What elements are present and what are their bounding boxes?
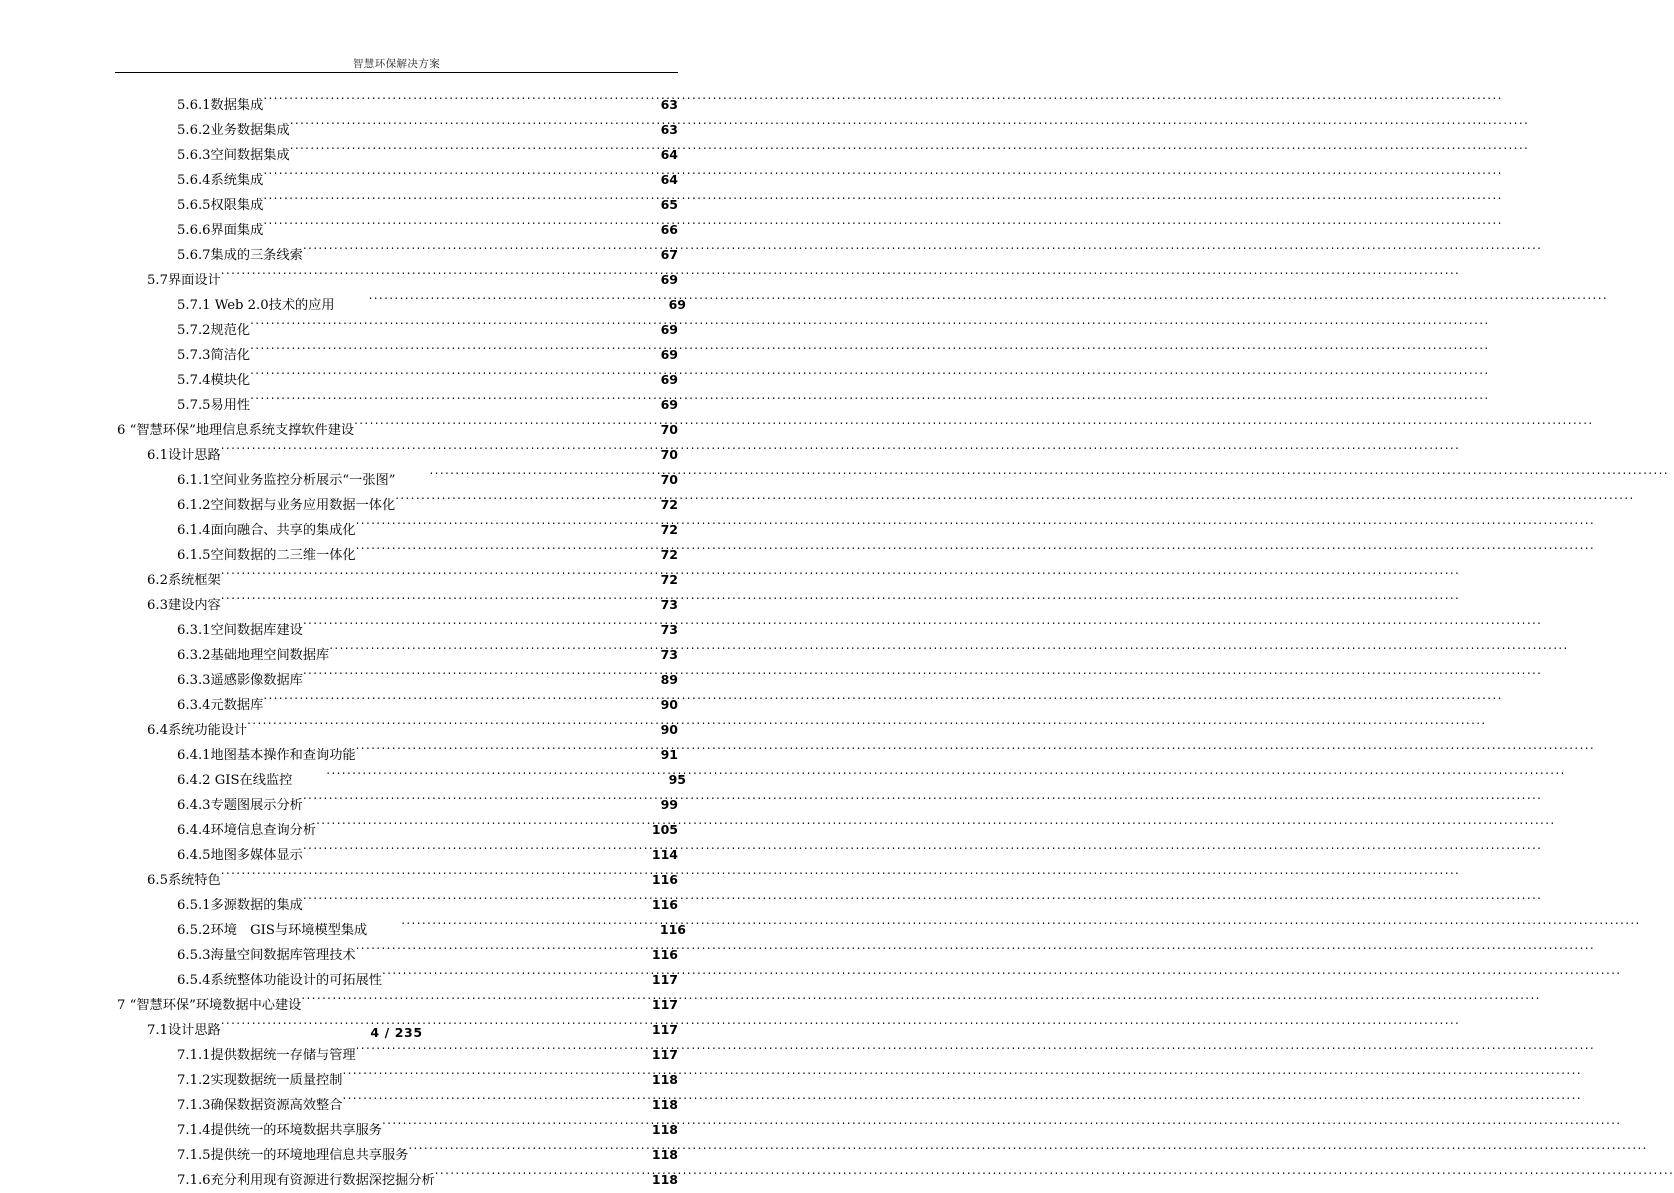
toc-entry-label: 5.6.6界面集成 — [177, 223, 264, 238]
toc-entry-label: 6.4系统功能设计 — [147, 723, 248, 738]
toc-entry-page-number: 64 — [660, 147, 678, 162]
toc-entry-label: 5.6.3空间数据集成 — [177, 148, 290, 163]
toc-entry-label: 6.2系统框架 — [147, 573, 221, 588]
toc-leader-dots — [250, 396, 660, 409]
toc-leader-dots — [250, 346, 660, 359]
toc-leader-dots — [263, 696, 660, 709]
toc-leader-dots — [263, 196, 660, 209]
toc-entry-label: 6.4.1地图基本操作和查询功能 — [177, 748, 356, 763]
toc-leader-dots — [250, 321, 660, 334]
toc-entry-page-number: 118 — [651, 1147, 678, 1162]
toc-entry-label: 5.7界面设计 — [147, 273, 221, 288]
toc-entry-page-number: 69 — [660, 397, 678, 412]
toc-leader-dots — [316, 821, 652, 834]
toc-leader-dots — [429, 471, 660, 484]
toc-entry-page-number: 69 — [660, 272, 678, 287]
toc-entry-label: 6.3.2基础地理空间数据库 — [177, 648, 330, 663]
toc-entry-page-number: 117 — [651, 972, 678, 987]
toc-entry-label: 6.5.3海量空间数据库管理技术 — [177, 948, 356, 963]
header-title: 智慧环保解决方案 — [352, 58, 441, 70]
toc-leader-dots — [329, 646, 660, 659]
toc-leader-dots — [401, 921, 660, 934]
page-footer — [0, 1022, 793, 1041]
toc-entry-label: 7.1.2实现数据统一质量控制 — [177, 1073, 343, 1088]
toc-leader-dots — [221, 271, 661, 284]
toc-leader-dots — [382, 971, 652, 984]
toc-leader-dots — [303, 896, 652, 909]
toc-leader-dots — [303, 671, 661, 684]
toc-entry-page-number: 69 — [660, 322, 678, 337]
toc-entry-label: 7 “智慧环保”环境数据中心建设 — [117, 998, 302, 1013]
toc-entry-page-number: 114 — [651, 847, 678, 862]
toc-entry-page-number: 69 — [668, 297, 686, 312]
toc-entry-page-number: 90 — [660, 697, 678, 712]
toc-leader-dots — [382, 1121, 652, 1134]
toc-entry-page-number: 69 — [660, 347, 678, 362]
toc-entry-label: 5.7.1 Web 2.0技术的应用 — [177, 298, 335, 313]
toc-entry-label: 5.6.4系统集成 — [177, 173, 264, 188]
toc-leader-dots — [395, 496, 660, 509]
toc-leader-dots — [356, 521, 661, 534]
toc-entry-page-number: 95 — [668, 772, 686, 787]
toc-entry-label: 6.1.5空间数据的二三维一体化 — [177, 548, 356, 563]
toc-leader-dots — [263, 96, 660, 109]
toc-entry-page-number: 70 — [660, 422, 678, 437]
toc-leader-dots — [408, 1146, 652, 1159]
toc-leader-dots — [342, 1071, 651, 1084]
toc-entry-page-number: 118 — [651, 1097, 678, 1112]
toc-entry-label: 6.5.4系统整体功能设计的可拓展性 — [177, 973, 382, 988]
toc-leader-dots — [303, 796, 661, 809]
toc-leader-dots — [290, 121, 661, 134]
toc-entry-label: 5.6.1数据集成 — [177, 98, 264, 113]
toc-entry-label: 7.1.6充分利用现有资源进行数据深挖掘分析 — [177, 1173, 435, 1188]
toc-entry-page-number: 73 — [660, 647, 678, 662]
toc-entry-label: 6.1.4面向融合、共享的集成化 — [177, 523, 356, 538]
toc-entry-label: 5.7.3简洁化 — [177, 348, 251, 363]
toc-entry-label: 6.3.3遥感影像数据库 — [177, 673, 303, 688]
toc-leader-dots — [263, 171, 660, 184]
toc-entry-page-number: 117 — [651, 1047, 678, 1062]
toc-entry-label: 6.3.1空间数据库建设 — [177, 623, 303, 638]
toc-entry-label: 6.5.1多源数据的集成 — [177, 898, 303, 913]
toc-entry-page-number: 116 — [651, 947, 678, 962]
header-divider — [115, 72, 678, 73]
toc-leader-dots — [221, 596, 661, 609]
toc-entry-page-number: 72 — [660, 522, 678, 537]
toc-leader-dots — [369, 296, 669, 309]
toc-leader-dots — [354, 421, 661, 434]
toc-entry-page-number: 118 — [651, 1172, 678, 1187]
toc-entry-page-number: 117 — [651, 1022, 678, 1037]
toc-entry-page-number: 89 — [660, 672, 678, 687]
toc-leader-dots — [263, 221, 660, 234]
toc-entry[interactable] — [0, 1167, 793, 1192]
toc-entry-page-number: 116 — [651, 872, 678, 887]
toc-entry-label: 6.1设计思路 — [147, 448, 221, 463]
toc-entry-page-number: 69 — [660, 372, 678, 387]
toc-entry-label: 6.1.2空间数据与业务应用数据一体化 — [177, 498, 396, 513]
toc-entry-page-number: 91 — [660, 747, 678, 762]
toc-entry-page-number: 63 — [660, 97, 678, 112]
toc-entry-label: 5.6.5权限集成 — [177, 198, 264, 213]
toc-entry-page-number: 90 — [660, 722, 678, 737]
toc-entry-label: 7.1设计思路 — [147, 1023, 221, 1038]
toc-leader-dots — [342, 1096, 651, 1109]
page-number: 4 / 235 — [370, 1025, 423, 1040]
toc-entry-label: 6.4.2 GIS在线监控 — [177, 773, 293, 788]
toc-entry-label: 6.1.1空间业务监控分析展示“一张图” — [177, 473, 396, 488]
toc-leader-dots — [356, 1046, 652, 1059]
toc-leader-dots — [303, 621, 661, 634]
toc-entry-label: 6 “智慧环保”地理信息系统支撑软件建设 — [117, 423, 355, 438]
toc-entry-label: 6.4.3专题图展示分析 — [177, 798, 303, 813]
toc-entry-label: 6.3建设内容 — [147, 598, 221, 613]
toc-leader-dots — [221, 446, 661, 459]
toc-entry-page-number: 105 — [651, 822, 678, 837]
toc-leader-dots — [356, 746, 661, 759]
toc-entry-label: 6.4.4环境信息查询分析 — [177, 823, 317, 838]
toc-entry-label: 5.7.5易用性 — [177, 398, 251, 413]
toc-entry-label: 6.3.4元数据库 — [177, 698, 264, 713]
toc-entry-page-number: 118 — [651, 1122, 678, 1137]
toc-entry-page-number: 99 — [660, 797, 678, 812]
toc-entry-page-number: 116 — [659, 922, 686, 937]
toc-leader-dots — [303, 246, 661, 259]
toc-leader-dots — [326, 771, 668, 784]
toc-leader-dots — [221, 871, 652, 884]
toc-entry-label: 6.5系统特色 — [147, 873, 221, 888]
toc-entry-label: 7.1.3确保数据资源高效整合 — [177, 1098, 343, 1113]
toc-entry-page-number: 70 — [660, 447, 678, 462]
toc-leader-dots — [435, 1171, 652, 1184]
toc-entry-page-number: 67 — [660, 247, 678, 262]
toc-leader-dots — [356, 546, 661, 559]
toc-leader-dots — [303, 846, 652, 859]
toc-entry-label: 7.1.1提供数据统一存储与管理 — [177, 1048, 356, 1063]
toc-leader-dots — [301, 996, 652, 1009]
toc-entry-page-number: 118 — [651, 1072, 678, 1087]
toc-entry-label: 7.1.5提供统一的环境地理信息共享服务 — [177, 1148, 409, 1163]
toc-entry-page-number: 72 — [660, 497, 678, 512]
toc-entry-page-number: 72 — [660, 572, 678, 587]
toc-entry-page-number: 117 — [651, 997, 678, 1012]
toc-entry-label: 7.1.4提供统一的环境数据共享服务 — [177, 1123, 382, 1138]
toc-entry-label: 5.6.7集成的三条线索 — [177, 248, 303, 263]
toc-entry-page-number: 70 — [660, 472, 678, 487]
toc-entry-page-number: 64 — [660, 172, 678, 187]
toc-entry-label: 5.7.2规范化 — [177, 323, 251, 338]
toc-entry-page-number: 73 — [660, 597, 678, 612]
toc-entry-page-number: 66 — [660, 222, 678, 237]
toc-entry-page-number: 63 — [660, 122, 678, 137]
document-page — [0, 0, 793, 1188]
toc-entry-page-number: 116 — [651, 897, 678, 912]
toc-entry-label: 6.5.2环境 GIS与环境模型集成 — [177, 923, 368, 938]
toc-entry-page-number: 73 — [660, 622, 678, 637]
toc-leader-dots — [290, 146, 661, 159]
toc-entry-page-number: 72 — [660, 547, 678, 562]
toc-leader-dots — [250, 371, 660, 384]
toc-leader-dots — [356, 946, 652, 959]
toc-entry-label: 5.6.2业务数据集成 — [177, 123, 290, 138]
running-header — [115, 52, 678, 71]
toc-leader-dots — [221, 571, 661, 584]
toc-entry-page-number: 65 — [660, 197, 678, 212]
toc-entry-label: 6.4.5地图多媒体显示 — [177, 848, 303, 863]
toc-leader-dots — [247, 721, 660, 734]
toc-entry-label: 5.7.4模块化 — [177, 373, 251, 388]
